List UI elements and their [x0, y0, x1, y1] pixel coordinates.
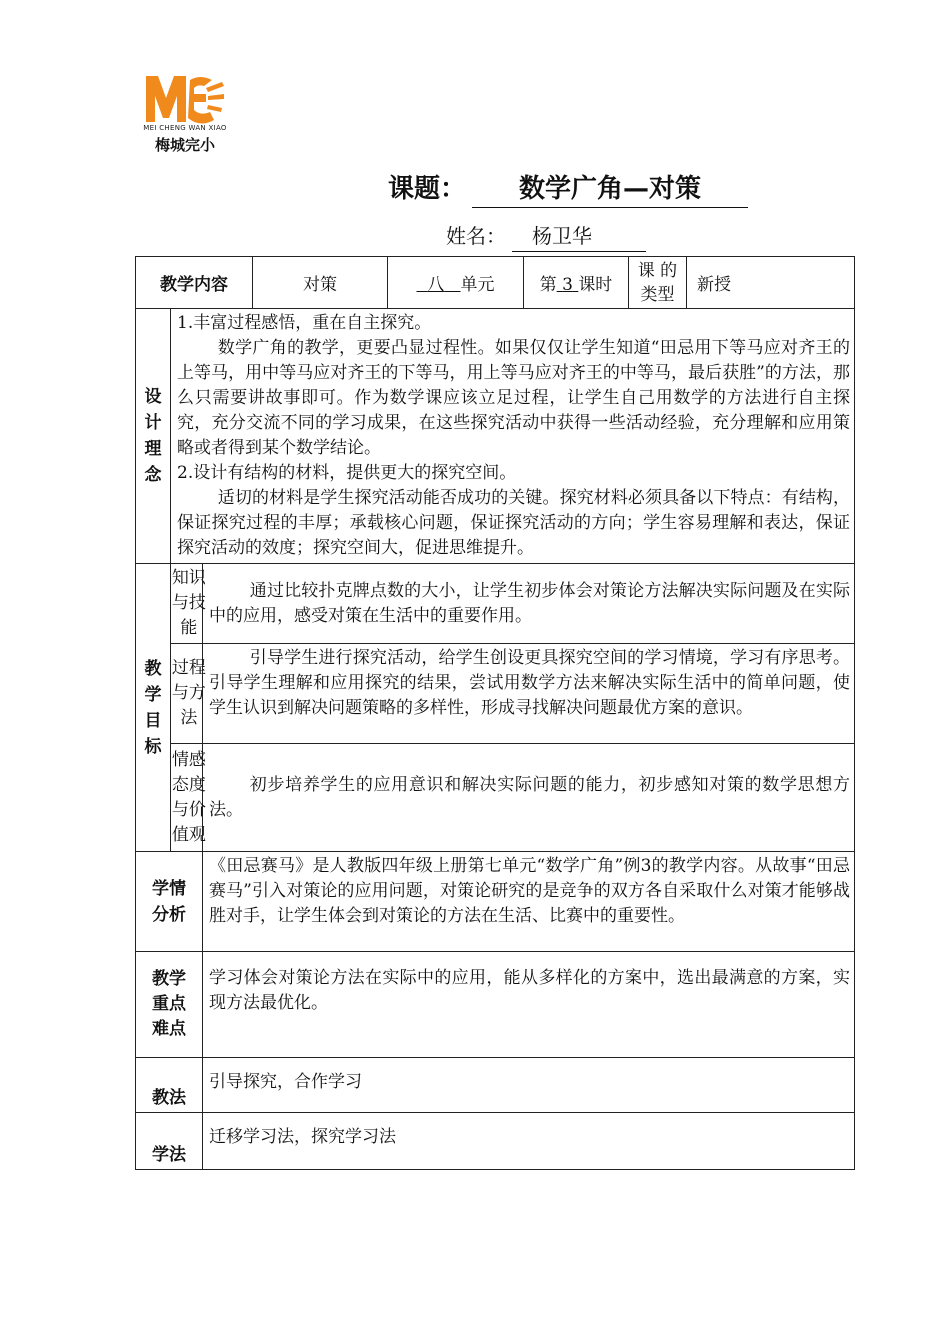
design-p1: 1.丰富过程感悟，重在自主探究。	[177, 313, 432, 333]
learning-method-text: 迁移学习法，探究学习法	[203, 1113, 855, 1170]
lesson-prefix: 第	[539, 275, 557, 295]
lesson-title	[388, 168, 701, 204]
design-p4: 适切的材料是学生探究活动能否成功的关键。探究材料必须具备以下特点：有结构，保证探究过程的丰厚；承载核心问题，保证探究活动的方向；学生容易理解和表达，保证探究活动的效度；探究空间大，促进思维提升。	[177, 488, 850, 558]
keypoints-text: 学习体会对策论方法在实际中的应用，能从多样化的方案中，选出最满意的方案，实现方法最优化。	[203, 952, 855, 1058]
teacher-name	[446, 220, 592, 249]
goal-knowledge-label-cell	[171, 564, 206, 644]
design-label: 设计理念	[144, 387, 162, 485]
name-label: 姓名：	[446, 224, 506, 248]
analysis-text: 《田忌赛马》是人教版四年级上册第七单元“数学广角”例3的教学内容。从故事“田忌赛马”引入对策论的应用问题，对策论研究的是竞争的双方各自采取什么对策才能够战胜对手，让学生体会到对策论的方法在生活、比赛中的重要性。	[203, 852, 855, 952]
design-text	[171, 309, 855, 564]
unit-value: 八	[427, 275, 445, 295]
goal-knowledge-label: 知识与技能	[171, 568, 206, 638]
goal-knowledge-text: 通过比较扑克牌点数的大小，让学生初步体会对策论方法解决实际问题及在实际中的应用，感受对策在生活中的重要作用。	[203, 564, 855, 644]
type-value: 新授	[687, 257, 855, 309]
mecheng-logo-icon	[144, 72, 226, 124]
title-label: 课题：	[388, 174, 467, 204]
table-row-keypoints	[136, 952, 855, 1058]
table-row-teaching-method	[136, 1058, 855, 1113]
title-value: 数学广角—对策	[472, 168, 748, 208]
name-value: 杨卫华	[512, 220, 646, 252]
analysis-label-cell	[136, 852, 203, 952]
content-label: 教学内容	[136, 257, 253, 309]
analysis-label: 学情分析	[151, 878, 186, 925]
design-label-cell	[136, 309, 171, 564]
logo-chinese-text: 梅城完小	[154, 136, 215, 154]
teaching-method-text: 引导探究，合作学习	[203, 1058, 855, 1113]
goal-process-label-cell	[171, 644, 206, 744]
table-row-goal-emotion	[136, 744, 855, 852]
table-row-content	[136, 257, 855, 309]
keypoints-label-cell	[136, 952, 203, 1058]
goal-emotion-label-cell	[171, 744, 206, 852]
table-row-goal-process	[136, 644, 855, 744]
design-p2: 数学广角的教学，更要凸显过程性。如果仅仅让学生知道“田忌用下等马应对齐王的上等马，用中等马应对齐王的下等马，用上等马应对齐王的中等马，最后获胜”的方法，那么只需要讲故事即可。作为数学课应该立足过程，让学生自己用数学的方法进行自主探究，充分交流不同的学习成果，在这些探究活动中获得一些活动经验，充分理解和应用策略或者得到某个数学结论。	[177, 338, 850, 458]
unit-suffix: 单元	[460, 275, 495, 295]
teaching-method-label: 教法	[136, 1058, 203, 1113]
lesson-suffix: 课时	[578, 275, 613, 295]
goal-process-text: 引导学生进行探究活动，给学生创设更具探究空间的学习情境，学习有序思考。引导学生理解和应用探究的结果，尝试用数学方法来解决实际生活中的简单问题，使学生认识到解决问题策略的多样性，形成寻找解决问题最优方案的意识。	[203, 644, 855, 744]
goal-process-label: 过程与方法	[171, 658, 206, 728]
lesson-plan-table	[135, 256, 855, 1170]
unit-cell	[388, 257, 524, 309]
table-row-goal-knowledge	[136, 564, 855, 644]
table-row-design	[136, 309, 855, 564]
learning-method-label: 学法	[136, 1113, 203, 1170]
design-p3: 2.设计有结构的材料，提供更大的探究空间。	[177, 463, 517, 483]
school-logo	[140, 70, 230, 156]
table-row-learning-method	[136, 1113, 855, 1170]
goal-emotion-text: 初步培养学生的应用意识和解决实际问题的能力，初步感知对策的数学思想方法。	[203, 744, 855, 852]
lesson-cell	[524, 257, 629, 309]
lesson-value: 3	[562, 275, 573, 295]
keypoints-label: 教学重点难点	[151, 969, 186, 1039]
type-label: 课 的类型	[629, 257, 687, 309]
logo-english-text: MEI CHENG WAN XIAO	[143, 124, 227, 132]
goals-label-cell	[136, 564, 171, 852]
goal-emotion-label: 情感态度与价值观	[171, 749, 206, 845]
content-value: 对策	[253, 257, 388, 309]
goals-label: 教学目标	[144, 658, 162, 757]
table-row-analysis	[136, 852, 855, 952]
